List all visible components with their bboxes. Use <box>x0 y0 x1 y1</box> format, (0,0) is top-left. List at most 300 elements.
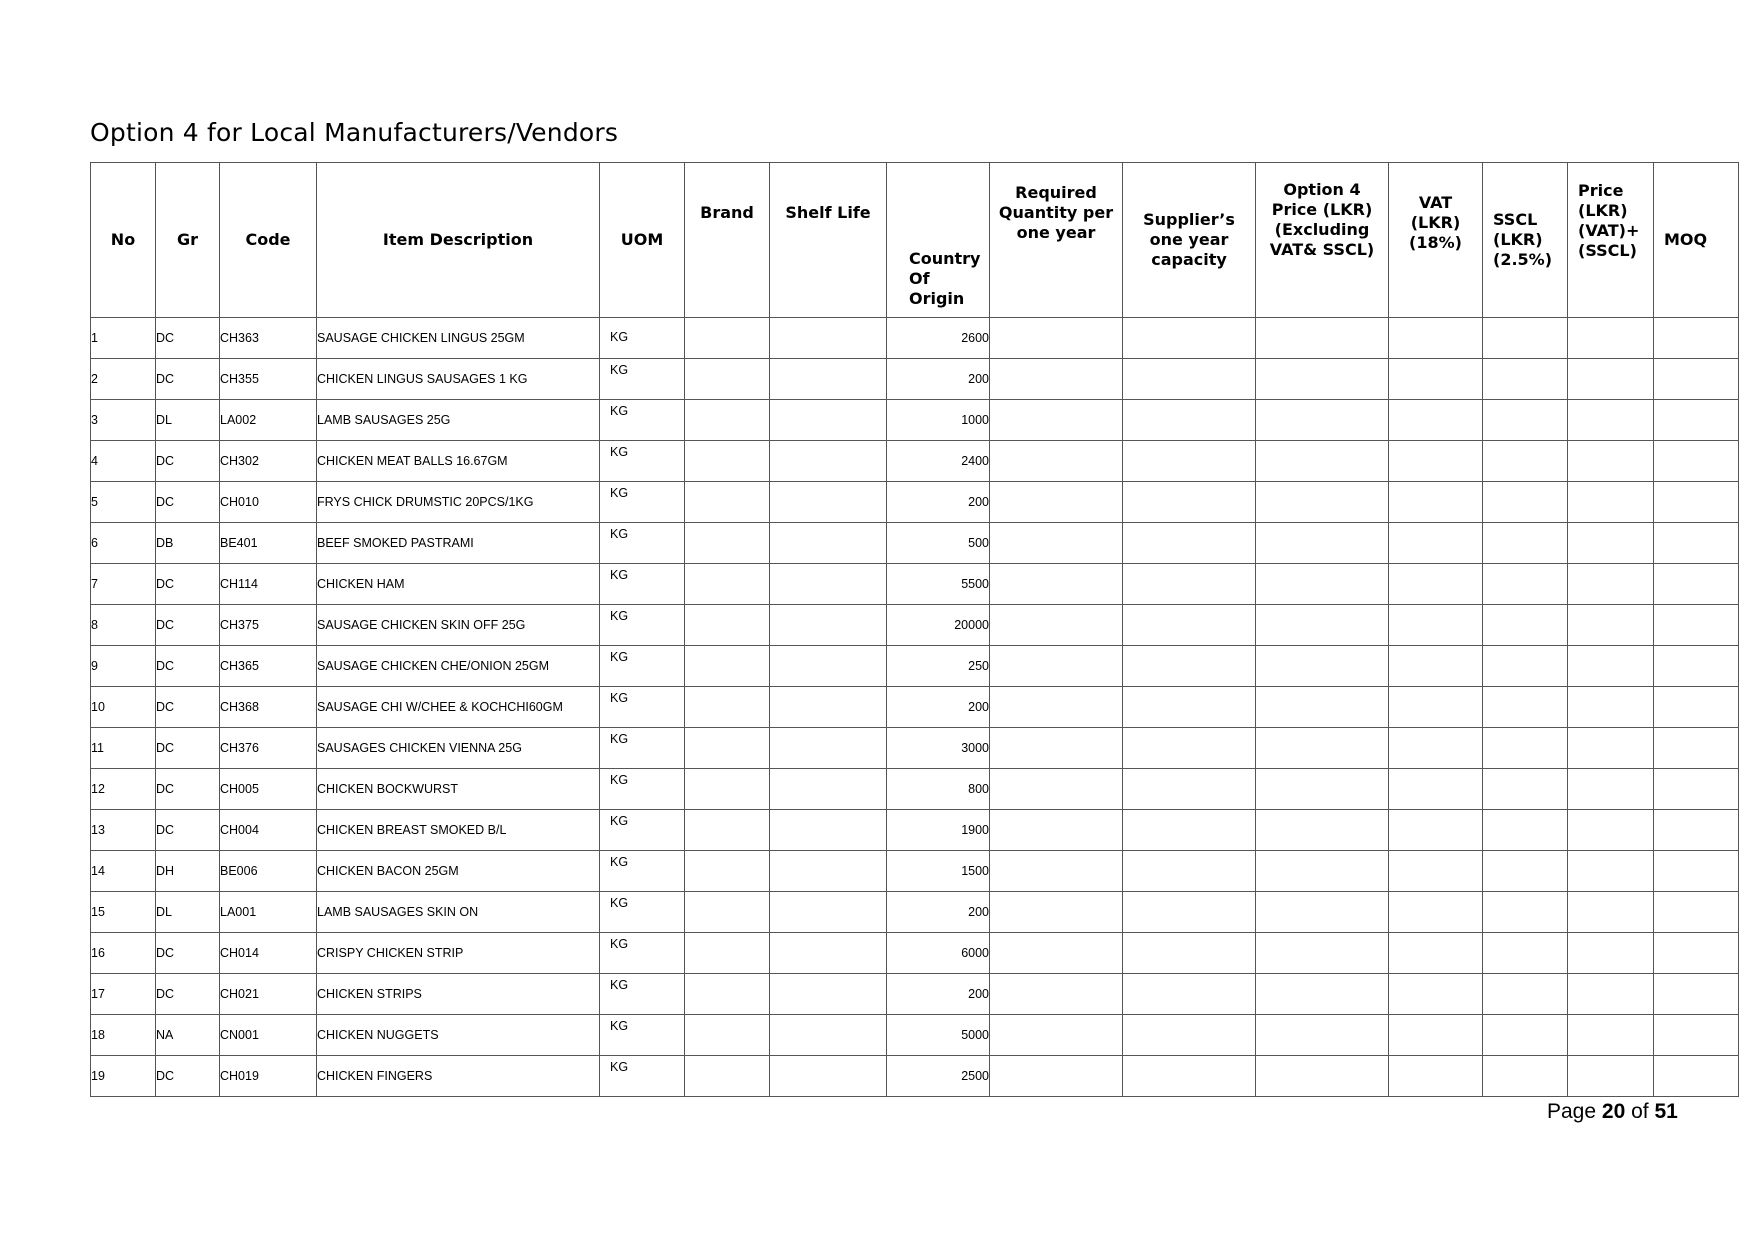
cell-code: LA002 <box>220 400 317 441</box>
cell-shelf-life <box>770 359 887 400</box>
table-row <box>91 933 1739 974</box>
cell-vat <box>1389 892 1483 933</box>
cell-vat <box>1389 851 1483 892</box>
cell-supplier-capacity <box>1123 1056 1256 1097</box>
table-row <box>91 1015 1739 1056</box>
cell-country-of-origin: 200 <box>887 974 990 1015</box>
cell-supplier-capacity <box>1123 851 1256 892</box>
cell-no: 3 <box>91 400 156 441</box>
cell-gr: DH <box>156 851 220 892</box>
cell-country-of-origin: 2500 <box>887 1056 990 1097</box>
cell-uom <box>600 564 685 605</box>
cell-sscl <box>1483 851 1568 892</box>
cell-uom <box>600 441 685 482</box>
cell-shelf-life <box>770 1056 887 1097</box>
cell-option4-price <box>1256 892 1389 933</box>
cell-sscl <box>1483 687 1568 728</box>
cell-price <box>1568 359 1654 400</box>
cell-shelf-life <box>770 1015 887 1056</box>
cell-shelf-life <box>770 564 887 605</box>
cell-required-quantity <box>990 769 1123 810</box>
cell-supplier-capacity <box>1123 687 1256 728</box>
cell-country-of-origin: 200 <box>887 687 990 728</box>
cell-brand <box>685 728 770 769</box>
cell-uom <box>600 892 685 933</box>
cell-code: BE006 <box>220 851 317 892</box>
cell-item-description: CHICKEN BOCKWURST <box>317 769 600 810</box>
cell-shelf-life <box>770 892 887 933</box>
cell-gr: DC <box>156 769 220 810</box>
cell-option4-price <box>1256 359 1389 400</box>
cell-vat <box>1389 646 1483 687</box>
cell-brand <box>685 687 770 728</box>
cell-item-description: CHICKEN LINGUS SAUSAGES 1 KG <box>317 359 600 400</box>
cell-item-description: SAUSAGE CHICKEN SKIN OFF 25G <box>317 605 600 646</box>
header-required-quantity-line: Quantity per <box>998 203 1114 222</box>
cell-supplier-capacity <box>1123 1015 1256 1056</box>
cell-moq <box>1654 441 1739 482</box>
cell-vat <box>1389 769 1483 810</box>
cell-uom-text: KG <box>610 609 629 623</box>
table-body <box>91 318 1739 1097</box>
cell-sscl <box>1483 728 1568 769</box>
cell-country-of-origin: 2400 <box>887 441 990 482</box>
table-row <box>91 441 1739 482</box>
cell-item-description: CHICKEN STRIPS <box>317 974 600 1015</box>
cell-code: CH368 <box>220 687 317 728</box>
cell-item-description: CHICKEN HAM <box>317 564 600 605</box>
cell-item-description: CHICKEN BREAST SMOKED B/L <box>317 810 600 851</box>
table-row <box>91 769 1739 810</box>
cell-price <box>1568 974 1654 1015</box>
cell-supplier-capacity <box>1123 482 1256 523</box>
cell-vat <box>1389 974 1483 1015</box>
cell-gr: DC <box>156 564 220 605</box>
cell-required-quantity <box>990 1015 1123 1056</box>
cell-supplier-capacity <box>1123 605 1256 646</box>
cell-uom-text: KG <box>610 937 629 951</box>
cell-uom-text: KG <box>610 691 629 705</box>
header-country-of-origin <box>887 163 990 318</box>
cell-option4-price <box>1256 769 1389 810</box>
header-uom: UOM <box>600 163 685 318</box>
header-option4-price-line: (Excluding <box>1274 220 1370 239</box>
cell-moq <box>1654 933 1739 974</box>
cell-uom-text: KG <box>610 855 629 869</box>
cell-option4-price <box>1256 851 1389 892</box>
cell-country-of-origin: 6000 <box>887 933 990 974</box>
cell-code: CH376 <box>220 728 317 769</box>
cell-required-quantity <box>990 441 1123 482</box>
cell-vat <box>1389 359 1483 400</box>
cell-required-quantity <box>990 400 1123 441</box>
cell-code: CH010 <box>220 482 317 523</box>
cell-gr: NA <box>156 1015 220 1056</box>
cell-price <box>1568 687 1654 728</box>
cell-country-of-origin: 20000 <box>887 605 990 646</box>
cell-sscl <box>1483 974 1568 1015</box>
cell-gr: DC <box>156 359 220 400</box>
cell-shelf-life <box>770 728 887 769</box>
cell-code: CH302 <box>220 441 317 482</box>
cell-brand <box>685 605 770 646</box>
cell-uom <box>600 769 685 810</box>
cell-code: CH021 <box>220 974 317 1015</box>
cell-no: 15 <box>91 892 156 933</box>
cell-required-quantity <box>990 318 1123 359</box>
cell-no: 1 <box>91 318 156 359</box>
cell-sscl <box>1483 605 1568 646</box>
cell-brand <box>685 1056 770 1097</box>
cell-vat <box>1389 728 1483 769</box>
cell-brand <box>685 769 770 810</box>
cell-sscl <box>1483 441 1568 482</box>
cell-code: CH005 <box>220 769 317 810</box>
cell-sscl <box>1483 359 1568 400</box>
cell-vat <box>1389 441 1483 482</box>
header-required-quantity-line: one year <box>1016 223 1096 242</box>
header-sscl-line: (2.5%) <box>1493 250 1552 269</box>
cell-uom <box>600 400 685 441</box>
cell-price <box>1568 523 1654 564</box>
cell-no: 14 <box>91 851 156 892</box>
cell-no: 5 <box>91 482 156 523</box>
page-of: of <box>1631 1100 1649 1123</box>
header-price-line: (SSCL) <box>1578 241 1637 260</box>
table-row <box>91 482 1739 523</box>
cell-price <box>1568 605 1654 646</box>
cell-moq <box>1654 810 1739 851</box>
cell-moq <box>1654 482 1739 523</box>
cell-moq <box>1654 564 1739 605</box>
cell-moq <box>1654 646 1739 687</box>
cell-country-of-origin: 800 <box>887 769 990 810</box>
header-gr: Gr <box>156 163 220 318</box>
cell-price <box>1568 318 1654 359</box>
cell-no: 19 <box>91 1056 156 1097</box>
cell-option4-price <box>1256 687 1389 728</box>
cell-country-of-origin: 1500 <box>887 851 990 892</box>
cell-uom-text: KG <box>610 896 629 910</box>
header-vat-line: (LKR) <box>1410 213 1461 232</box>
cell-brand <box>685 1015 770 1056</box>
cell-code: CH375 <box>220 605 317 646</box>
cell-country-of-origin: 200 <box>887 482 990 523</box>
cell-gr: DC <box>156 646 220 687</box>
header-price <box>1568 163 1654 318</box>
cell-required-quantity <box>990 687 1123 728</box>
items-table <box>90 162 1739 1097</box>
cell-no: 13 <box>91 810 156 851</box>
cell-shelf-life <box>770 318 887 359</box>
cell-uom-text: KG <box>610 445 629 459</box>
cell-item-description: CHICKEN NUGGETS <box>317 1015 600 1056</box>
cell-supplier-capacity <box>1123 933 1256 974</box>
cell-gr: DC <box>156 1056 220 1097</box>
cell-option4-price <box>1256 605 1389 646</box>
cell-price <box>1568 728 1654 769</box>
table-row <box>91 400 1739 441</box>
cell-option4-price <box>1256 646 1389 687</box>
cell-vat <box>1389 605 1483 646</box>
cell-moq <box>1654 851 1739 892</box>
cell-uom-text: KG <box>610 773 629 787</box>
cell-required-quantity <box>990 482 1123 523</box>
cell-option4-price <box>1256 564 1389 605</box>
cell-option4-price <box>1256 1015 1389 1056</box>
cell-sscl <box>1483 933 1568 974</box>
cell-price <box>1568 441 1654 482</box>
cell-sscl <box>1483 892 1568 933</box>
cell-supplier-capacity <box>1123 441 1256 482</box>
cell-code: BE401 <box>220 523 317 564</box>
table-row <box>91 974 1739 1015</box>
cell-required-quantity <box>990 1056 1123 1097</box>
cell-shelf-life <box>770 523 887 564</box>
cell-shelf-life <box>770 482 887 523</box>
cell-vat <box>1389 1015 1483 1056</box>
cell-item-description: LAMB SAUSAGES 25G <box>317 400 600 441</box>
cell-item-description: SAUSAGE CHICKEN CHE/ONION 25GM <box>317 646 600 687</box>
header-row <box>91 163 1739 318</box>
cell-brand <box>685 974 770 1015</box>
header-supplier-capacity <box>1123 163 1256 318</box>
header-required-quantity-line: Required <box>1015 183 1097 202</box>
cell-code: CN001 <box>220 1015 317 1056</box>
header-moq: MOQ <box>1654 163 1739 318</box>
cell-code: CH365 <box>220 646 317 687</box>
cell-code: CH363 <box>220 318 317 359</box>
cell-brand <box>685 810 770 851</box>
cell-no: 17 <box>91 974 156 1015</box>
cell-shelf-life <box>770 400 887 441</box>
cell-item-description: LAMB SAUSAGES SKIN ON <box>317 892 600 933</box>
cell-uom <box>600 605 685 646</box>
cell-code: CH019 <box>220 1056 317 1097</box>
cell-uom-text: KG <box>610 363 629 377</box>
cell-item-description: CHICKEN MEAT BALLS 16.67GM <box>317 441 600 482</box>
table-row <box>91 646 1739 687</box>
cell-code: CH355 <box>220 359 317 400</box>
table-row <box>91 605 1739 646</box>
header-vat <box>1389 163 1483 318</box>
cell-uom-text: KG <box>610 978 629 992</box>
cell-no: 16 <box>91 933 156 974</box>
cell-uom <box>600 810 685 851</box>
cell-option4-price <box>1256 523 1389 564</box>
cell-gr: DC <box>156 728 220 769</box>
cell-code: LA001 <box>220 892 317 933</box>
cell-brand <box>685 892 770 933</box>
cell-country-of-origin: 200 <box>887 892 990 933</box>
table-row <box>91 318 1739 359</box>
header-vat-line: VAT <box>1418 193 1453 212</box>
cell-uom <box>600 1056 685 1097</box>
cell-vat <box>1389 400 1483 441</box>
cell-required-quantity <box>990 933 1123 974</box>
page-number <box>1547 1100 1678 1124</box>
cell-uom-text: KG <box>610 527 629 541</box>
cell-shelf-life <box>770 441 887 482</box>
cell-required-quantity <box>990 359 1123 400</box>
cell-brand <box>685 646 770 687</box>
cell-option4-price <box>1256 441 1389 482</box>
header-required-quantity <box>990 163 1123 318</box>
cell-no: 4 <box>91 441 156 482</box>
cell-country-of-origin: 5500 <box>887 564 990 605</box>
header-supplier-capacity-line: Supplier’s <box>1143 210 1235 229</box>
header-code: Code <box>220 163 317 318</box>
cell-required-quantity <box>990 892 1123 933</box>
cell-country-of-origin: 3000 <box>887 728 990 769</box>
cell-shelf-life <box>770 605 887 646</box>
cell-moq <box>1654 318 1739 359</box>
header-option4-price-line: VAT& SSCL) <box>1269 240 1375 259</box>
header-country-of-origin-line: Country <box>909 249 981 268</box>
table-row <box>91 892 1739 933</box>
cell-no: 12 <box>91 769 156 810</box>
cell-brand <box>685 400 770 441</box>
cell-item-description: SAUSAGES CHICKEN VIENNA 25G <box>317 728 600 769</box>
cell-uom <box>600 482 685 523</box>
cell-supplier-capacity <box>1123 769 1256 810</box>
cell-sscl <box>1483 482 1568 523</box>
cell-moq <box>1654 769 1739 810</box>
table-row <box>91 810 1739 851</box>
table-row <box>91 523 1739 564</box>
cell-required-quantity <box>990 974 1123 1015</box>
cell-option4-price <box>1256 482 1389 523</box>
cell-brand <box>685 564 770 605</box>
cell-option4-price <box>1256 400 1389 441</box>
cell-required-quantity <box>990 851 1123 892</box>
page-current: 20 <box>1601 1100 1626 1123</box>
cell-supplier-capacity <box>1123 974 1256 1015</box>
cell-moq <box>1654 400 1739 441</box>
cell-moq <box>1654 605 1739 646</box>
cell-vat <box>1389 687 1483 728</box>
header-item-description: Item Description <box>317 163 600 318</box>
cell-uom <box>600 523 685 564</box>
cell-sscl <box>1483 1056 1568 1097</box>
header-vat-line: (18%) <box>1409 233 1462 252</box>
cell-price <box>1568 851 1654 892</box>
cell-required-quantity <box>990 564 1123 605</box>
cell-no: 11 <box>91 728 156 769</box>
document-title: Option 4 for Local Manufacturers/Vendors <box>90 118 619 147</box>
header-supplier-capacity-line: capacity <box>1151 250 1227 269</box>
cell-no: 10 <box>91 687 156 728</box>
cell-item-description: CHICKEN BACON 25GM <box>317 851 600 892</box>
header-shelf-life: Shelf Life <box>770 163 887 318</box>
cell-moq <box>1654 974 1739 1015</box>
cell-vat <box>1389 933 1483 974</box>
cell-shelf-life <box>770 933 887 974</box>
cell-moq <box>1654 892 1739 933</box>
cell-sscl <box>1483 810 1568 851</box>
cell-sscl <box>1483 1015 1568 1056</box>
cell-gr: DC <box>156 687 220 728</box>
cell-brand <box>685 851 770 892</box>
header-brand: Brand <box>685 163 770 318</box>
cell-uom-text: KG <box>610 1019 629 1033</box>
header-country-of-origin-line: Of <box>909 269 930 288</box>
cell-no: 8 <box>91 605 156 646</box>
cell-option4-price <box>1256 974 1389 1015</box>
cell-code: CH014 <box>220 933 317 974</box>
cell-option4-price <box>1256 1056 1389 1097</box>
cell-supplier-capacity <box>1123 400 1256 441</box>
cell-item-description: SAUSAGE CHICKEN LINGUS 25GM <box>317 318 600 359</box>
cell-no: 7 <box>91 564 156 605</box>
cell-option4-price <box>1256 318 1389 359</box>
cell-country-of-origin: 500 <box>887 523 990 564</box>
cell-price <box>1568 564 1654 605</box>
cell-shelf-life <box>770 851 887 892</box>
cell-price <box>1568 933 1654 974</box>
cell-brand <box>685 933 770 974</box>
cell-shelf-life <box>770 687 887 728</box>
table-row <box>91 687 1739 728</box>
cell-price <box>1568 1056 1654 1097</box>
cell-code: CH004 <box>220 810 317 851</box>
header-option4-price <box>1256 163 1389 318</box>
cell-gr: DL <box>156 400 220 441</box>
header-country-of-origin-line: Origin <box>909 289 965 308</box>
cell-vat <box>1389 523 1483 564</box>
cell-uom <box>600 1015 685 1056</box>
cell-uom <box>600 933 685 974</box>
cell-shelf-life <box>770 974 887 1015</box>
cell-no: 18 <box>91 1015 156 1056</box>
table-row <box>91 851 1739 892</box>
cell-uom-text: KG <box>610 568 629 582</box>
cell-brand <box>685 482 770 523</box>
cell-code: CH114 <box>220 564 317 605</box>
cell-required-quantity <box>990 728 1123 769</box>
cell-item-description: SAUSAGE CHI W/CHEE & KOCHCHI60GM <box>317 687 600 728</box>
header-supplier-capacity-line: one year <box>1149 230 1229 249</box>
cell-uom-text: KG <box>610 486 629 500</box>
cell-supplier-capacity <box>1123 359 1256 400</box>
cell-gr: DC <box>156 605 220 646</box>
cell-supplier-capacity <box>1123 810 1256 851</box>
cell-sscl <box>1483 769 1568 810</box>
cell-required-quantity <box>990 605 1123 646</box>
header-price-line: Price <box>1578 181 1624 200</box>
cell-uom <box>600 646 685 687</box>
cell-supplier-capacity <box>1123 892 1256 933</box>
cell-sscl <box>1483 523 1568 564</box>
cell-moq <box>1654 523 1739 564</box>
cell-uom-text: KG <box>610 404 629 418</box>
cell-country-of-origin: 2600 <box>887 318 990 359</box>
cell-moq <box>1654 687 1739 728</box>
cell-item-description: BEEF SMOKED PASTRAMI <box>317 523 600 564</box>
cell-uom <box>600 728 685 769</box>
cell-vat <box>1389 810 1483 851</box>
cell-option4-price <box>1256 728 1389 769</box>
cell-uom <box>600 687 685 728</box>
cell-sscl <box>1483 646 1568 687</box>
header-sscl <box>1483 163 1568 318</box>
cell-shelf-life <box>770 810 887 851</box>
header-option4-price-line: Option 4 <box>1283 180 1361 199</box>
cell-brand <box>685 359 770 400</box>
cell-uom-text: KG <box>610 650 629 664</box>
cell-supplier-capacity <box>1123 728 1256 769</box>
table-row <box>91 359 1739 400</box>
